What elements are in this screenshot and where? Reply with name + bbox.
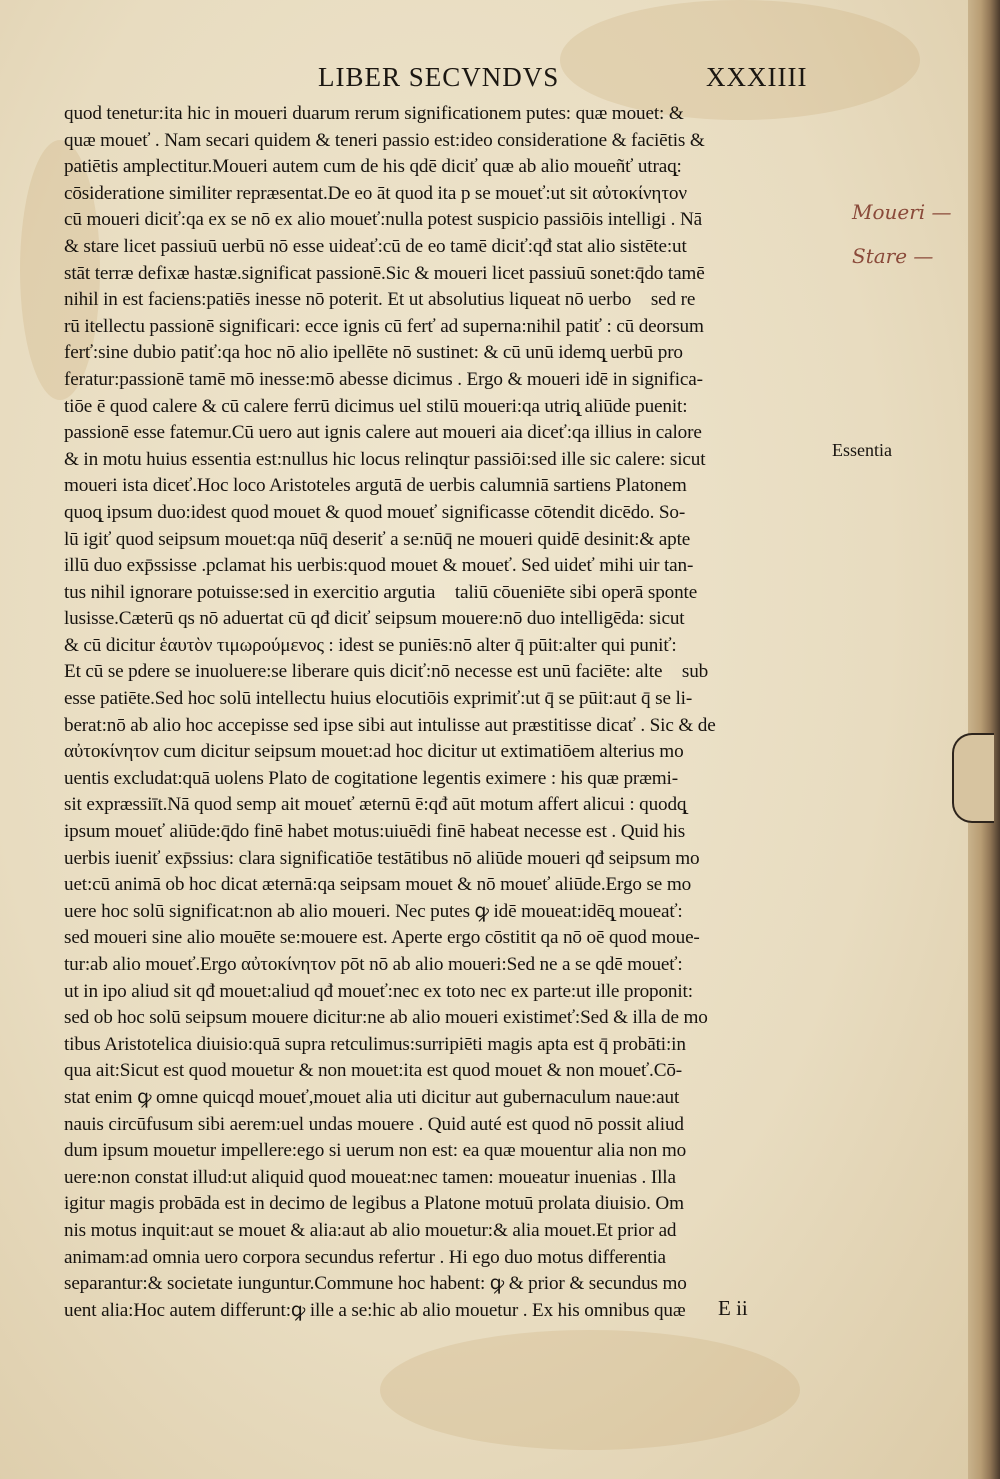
text-line: sit expræssiīt.Nā quod semp ait moueť æternū ē:qđ aūt motum affert alicui : quodq̨ [64,794,687,816]
body-text [64,101,824,1324]
text-line: moueri ista diceť.Hoc loco Aristoteles argutā de uerbis calumniā sartiens Platonem [64,475,687,497]
text-line: uere hoc solū significat:non ab alio moueri. Nec putes ꝙ idē moueat:idēq̨ moueať: [64,900,683,922]
page-header [0,62,968,96]
text-line: quæ moueť . Nam secari quidem & teneri passio est:ideo consideratione & faciētis & [64,129,705,151]
text-line: uere:non constat illud:ut aliquid quod moueat:nec tamen: moueatur inuenias . Illa [64,1166,676,1188]
page-tab [952,733,994,823]
text-line: & in motu huius essentia est:nullus hic locus relinqtur passiōi:sed ille sic calere: sicut [64,448,706,470]
printed-margin-note: Essentia [832,440,892,460]
text-line: nihil in est faciens:patiēs inesse nō poterit. Et ut absolutius liqueat nō uerbo᷑ sed re [64,289,696,311]
text-line: stāt terræ defixæ hastæ.significat passionē.Sic & moueri licet passiuū sonet:q̄do tamē [64,262,705,284]
signature-mark: E ii [718,1296,748,1320]
handwritten-margin-note: Stare — [852,244,934,268]
text-line: uet:cū animā ob hoc dicat æternā:qa seipsam mouet & nō moueť aliūde.Ergo se mo [64,874,692,896]
text-line: animam:ad omnia uero corpora secundus refertur . Hi ego duo motus differentia [64,1246,666,1268]
text-line: uentis excludat:quā uolens Plato de cogitatione legentis eximere : his quæ præmi- [64,767,678,789]
text-line: tus nihil ignorare potuisse:sed in exercitio argutia᷑ taliū cōueniēte sibi operā sponte [64,581,698,603]
text-line: lū igiť quod seipsum mouet:qa nūq̄ deseriť a se:nūq̄ ne moueri quidē desinit:& apte [64,528,691,550]
text-line: sed moueri sine alio mouēte se:mouere est. Aperte ergo cōstitit qa nō oē quod moue- [64,927,700,949]
text-line: patiētis amplectitur.Moueri autem cum de his qdē diciť quæ ab alio moueñť utraq̨: [64,156,682,178]
text-line: uent alia:Hoc autem differunt:ꝙ ille a se:hic ab alio mouetur . Ex his omnibus quæ [64,1299,686,1321]
text-line: nis motus inquit:aut se mouet & alia:aut ab alio mouetur:& alia mouet.Et prior ad [64,1219,677,1241]
text-line: rū itellectu passionē significari: ecce ignis cū ferť ad superna:nihil patiť : cū deorsum [64,315,704,337]
text-line: cōsideratione similiter repræsentat.De eo āt quod ita p se moueť:ut sit αὐτοκίνητον [64,182,687,204]
text-line: & stare licet passiuū uerbū nō esse uideať:cū de eo tamē diciť:qđ stat alio sistēte:ut [64,235,687,257]
text-line: passionē esse fatemur.Cū uero aut ignis calere aut moueri aia diceť:qa illius in calore [64,422,702,444]
text-line: αὐτοκίνητον cum dicitur seipsum mouet:ad hoc dicitur ut extimatiōem alterius mo [64,741,684,763]
text-line: ferť:sine dubio patiť:qa hoc nō alio ipellēte nō sustinet: & cū unū idemq̨ uerbū pro [64,342,683,364]
text-line: Et cū se pdere se inuoluere:se liberare quis diciť:nō necesse est unū faciēte: alte᷑ sub [64,661,709,683]
text-line: stat enim ꝙ omne quicqd moueť,mouet alia uti dicitur aut gubernaculum naue:aut [64,1086,680,1108]
text-line: sed ob hoc solū seipsum mouere dicitur:ne ab alio moueri existimeť:Sed & illa de mo [64,1007,708,1029]
text-line: tur:ab alio moueť.Ergo αὐτοκίνητον pōt nō ab alio moueri:Sed ne a se qdē moueť: [64,954,683,975]
text-line: nauis circūfusum sibi aerem:uel undas mouere . Quid auté est quod nō possit aliud [64,1113,684,1135]
text-line: qua ait:Sicut est quod mouetur & non mouet:ita est quod mouet & non moueť.Cō- [64,1060,683,1082]
handwritten-margin-note: Moueri — [852,200,952,224]
text-line: separantur:& societate iunguntur.Commune hoc habent: ꝙ & prior & secundus mo [64,1273,687,1295]
text-line: igitur magis probāda est in decimo de legibus a Platone motuū prolata diuisio. Om [64,1193,684,1215]
text-line: ut in ipo aliud sit qđ mouet:aliud qđ moueť:nec ex toto nec ex parte:ut ille proponit: [64,980,693,1002]
text-line: illū duo exp̄ssisse .pclamat his uerbis:quod mouet & moueť. Sed uideť mihi uir tan- [64,555,694,577]
text-line: esse patiēte.Sed hoc solū intellectu huius elocutiōis exprimiť:ut q̄ se pūit:aut q̄ se li- [64,688,693,710]
folio-number: XXXIIII [706,62,808,92]
water-stain [380,1330,800,1450]
running-title: LIBER SECVNDVS [318,62,560,92]
text-line: & cū dicitur ἑαυτὸν τιμωρούμενος : idest se puniēs:nō alter q̄ pūit:alter qui puniť: [64,634,677,656]
text-line: dum ipsum mouetur impellere:ego si uerum non est: ea quæ mouentur alia non mo [64,1140,687,1162]
text-line: feratur:passionē tamē mō inesse:mō abesse dicimus . Ergo & moueri idē in significa- [64,368,703,390]
text-line: lusisse.Cæterū qs nō aduertat cū qđ diciť seipsum mouere:nō duo intelligēda: sicut [64,608,685,630]
text-line: berat:nō ab alio hoc accepisse sed ipse sibi aut intulisse aut præstitisse dicať . Sic & de [64,714,716,736]
text-line: quoq̨ ipsum duo:idest quod mouet & quod moueť significasse cōtendit dicēdo. So- [64,501,686,523]
text-line: quod tenetur:ita hic in moueri duarum rerum significationem putes: quæ mouet: & [64,103,684,124]
text-line: cū moueri diciť:qa ex se nō ex alio moueť:nulla potest suspicio passiōis intelligi . Nā [64,209,703,231]
text-line: tibus Aristotelica diuisio:quā supra retculimus:surripiēti magis apta est q̄ probāti:in [64,1033,686,1055]
text-line: uerbis iueniť exp̄ssius: clara significatiōe testātibus nō aliūde moueri qđ seipsum mo [64,847,700,869]
text-line: tiōe ē quod calere & cū calere ferrū dicimus uel stilū moueri:qa utriq̨ aliūde puenit: [64,395,688,417]
text-line: ipsum moueť aliūde:q̄do finē habet motus:uiuēdi finē habeat necesse est . Quid his [64,821,686,843]
